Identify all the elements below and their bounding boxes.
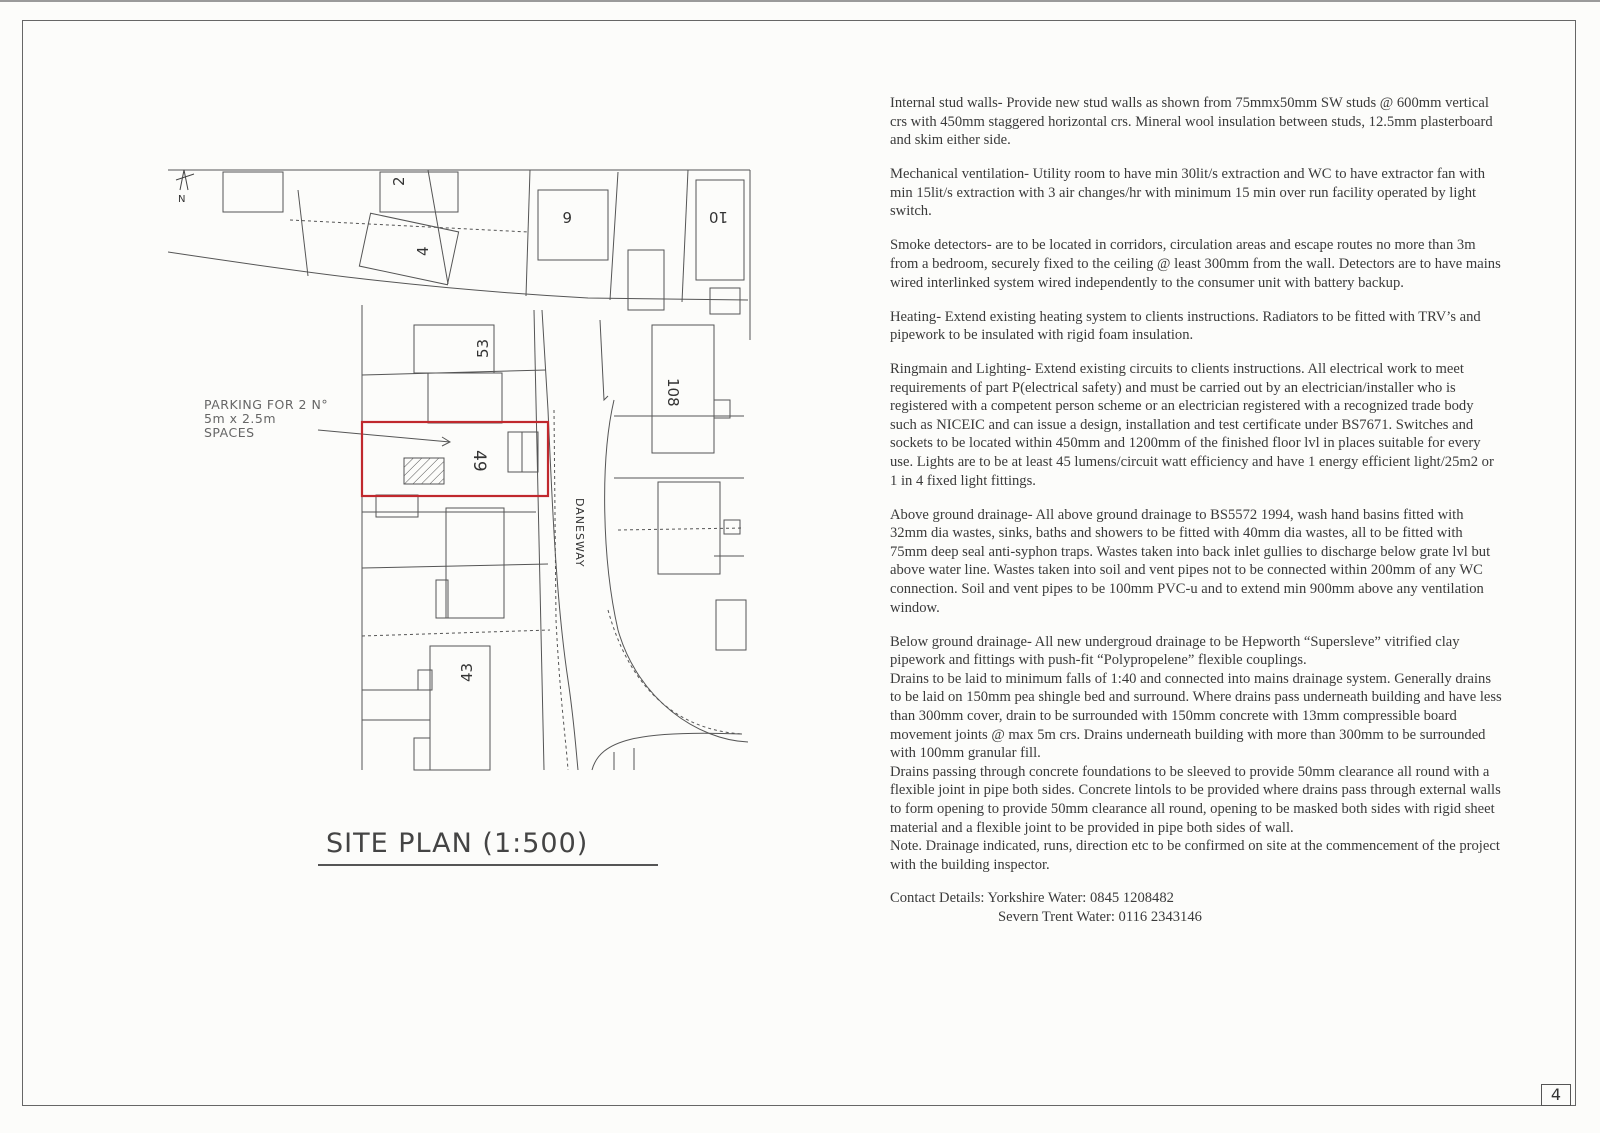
plot-number-49: 49 — [469, 450, 489, 472]
spec-below-ground-drainage: Below ground drainage- All new undergroud drainage to be Hepworth “Supersleve” vitrified clay pipework and fittings with push-fit “Polypropelene” flexible couplings. — [890, 633, 1460, 669]
road-name: DANESWAY — [573, 498, 586, 568]
contact-details — [890, 889, 1502, 926]
spec-drain-falls: Drains to be laid to minimum falls of 1:40 and connected into mains drainage system. Generally drains to be laid on 150mm pea shingle bed and surround. Where drains pass underneath building and have less than 300mm cover, drain to be surrounded with 150mm concrete with 13mm compressible board movement joints @ max 5m crs. Drains underneath building with more than 300mm to be surrounded with 100mm granular fill. — [890, 670, 1502, 762]
spec-mechanical-ventilation: Mechanical ventilation- Utility room to have min 30lit/s extraction and WC to have extractor fan with min 15lit/s extraction with 3 air changes/hr with minimum 15 min over run facility operated by light switch. — [890, 166, 1486, 220]
spec-ringmain-lighting: Ringmain and Lighting- Extend existing circuits to clients instructions. All electrical work to meet requirements of part P(electrical safety) and must be carried out by an electrician/installer who is registered with a competent person scheme or an electrician registered with a recognized trade body such as NICEIC and can issue a design, installation and test certificate under BS7671. Switches and sockets to be located within 450mm and 1200mm of the finished floor lvl in places suitable for every use. Lights are to be at least 45 lumens/circuit watt efficiency and have 1 energy efficient light/25m2 or 1 in 4 fixed light fittings. — [890, 361, 1494, 489]
site-plan-map — [168, 160, 770, 782]
plot-number-2: 2 — [390, 176, 408, 186]
north-label: N — [178, 194, 186, 205]
specification-notes — [890, 94, 1502, 927]
spec-drainage-note: Note. Drainage indicated, runs, direction etc to be confirmed on site at the commencement of the project with the building inspector. — [890, 838, 1500, 873]
plot-number-53: 53 — [474, 338, 492, 358]
plot-number-43: 43 — [458, 662, 476, 682]
spec-heating: Heating- Extend existing heating system to clients instructions. Radiators to be fitted with TRV’s and pipework to be insulated with rigid foam insulation. — [890, 308, 1481, 344]
spec-smoke-detectors: Smoke detectors- are to be located in corridors, circulation areas and escape routes no more than 3m from a bedroom, securely fixed to the ceiling @ least 300mm from the wall. Detectors are to have mains wired interlinked system wired independently to the consumer unit with battery backup. — [890, 237, 1501, 291]
contact-severn-trent-water: Severn Trent Water: 0116 2343146 — [998, 908, 1202, 925]
spec-drain-foundations: Drains passing through concrete foundations to be sleeved to provide 50mm clearance all round with a flexible joint in pipe both sides. Concrete lintols to be provided where drains pass through external walls to form opening to provide 50mm clearance all round, opening to be masked both sides with rigid sheet material and a flexible joint to be provided in pipe both sides of wall. — [890, 763, 1501, 836]
contact-label: Contact Details: — [890, 890, 985, 907]
page-number: 4 — [1541, 1084, 1571, 1106]
title-underline — [318, 864, 658, 866]
site-plan-title: SITE PLAN (1:500) — [326, 828, 589, 859]
top-edge-line — [0, 0, 1600, 2]
parking-annotation-line-1: PARKING FOR 2 N° — [204, 397, 329, 412]
spec-internal-stud-walls: Internal stud walls- Provide new stud walls as shown from 75mmx50mm SW studs @ 600mm vertical crs with 450mm staggered horizontal crs. Mineral wool insulation between studs, 12.5mm plasterboard and skim either side. — [890, 95, 1493, 149]
plot-number-6: 6 — [562, 208, 572, 226]
parking-annotation-line-3: SPACES — [204, 425, 255, 440]
plot-number-10: 10 — [708, 208, 728, 226]
north-arrow-icon — [176, 170, 194, 190]
spec-above-ground-drainage: Above ground drainage- All above ground drainage to BS5572 1994, wash hand basins fitted with 32mm dia wastes, sinks, baths and showers to be fitted with 40mm dia wastes, all to be fitted with 75mm deep seal anti-syphon traps. Wastes taken into back inlet gullies to discharge below grate lvl but above water line. Wastes taken into soil and vent pipes not to be connected within 200mm of any WC connection. Soil and vent pipes to be 100mm PVC-u and to extend min 900mm above any ventilation window. — [890, 506, 1491, 616]
plot-number-4: 4 — [414, 246, 432, 256]
parking-annotation-line-2: 5m x 2.5m — [204, 411, 277, 426]
plot-number-108: 108 — [664, 378, 682, 407]
contact-yorkshire-water: Yorkshire Water: 0845 1208482 — [987, 890, 1174, 907]
parking-annotation — [204, 398, 328, 440]
site-boundary — [362, 422, 548, 496]
